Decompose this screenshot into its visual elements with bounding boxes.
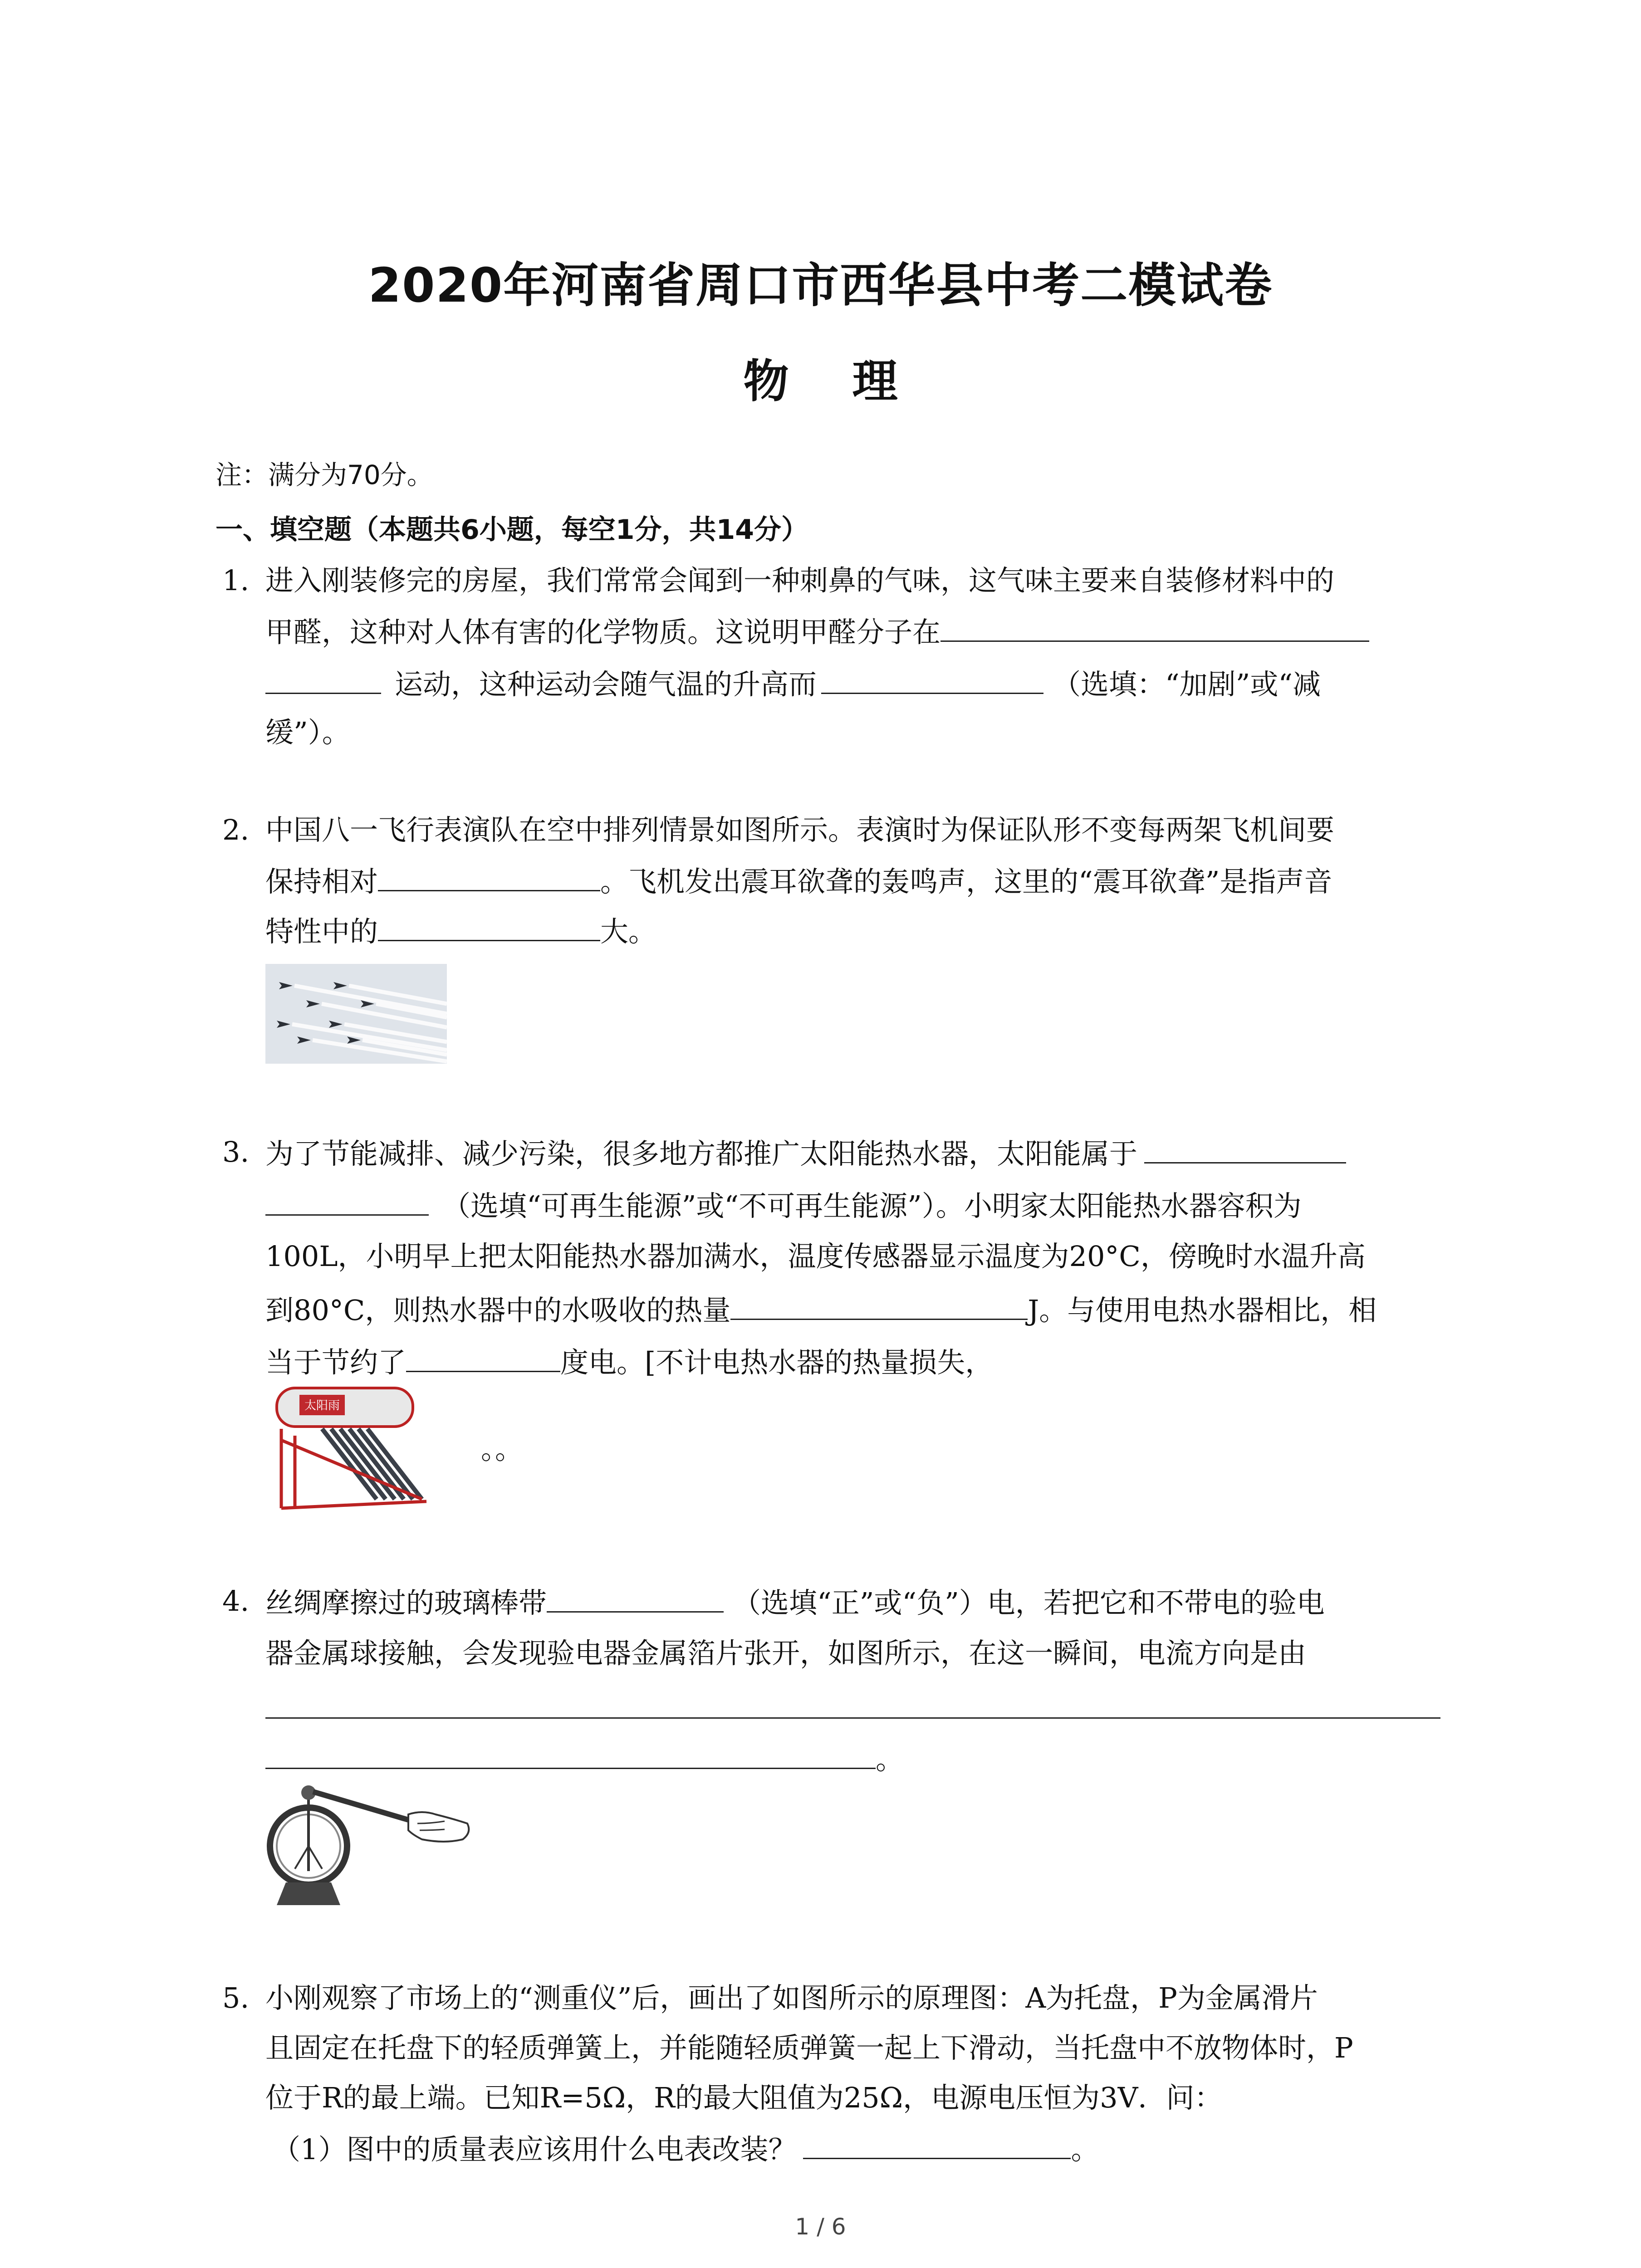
question-text: 进入刚装修完的房屋，我们常常会闻到一种刺鼻的气味，这气味主要来自装修材料中的 bbox=[265, 564, 1335, 597]
sub-question: （1）图中的质量表应该用什么电表改装？ 。 bbox=[272, 2130, 1099, 2168]
question-number: 1. bbox=[222, 564, 250, 597]
solar-water-heater-image bbox=[268, 1386, 449, 1513]
question-text: （选填“可再生能源”或“不可再生能源”）。小明家太阳能热水器容积为 bbox=[265, 1186, 1302, 1224]
question-text: 100L，小明早上把太阳能热水器加满水，温度传感器显示温度为20°C，傍晚时水温升高 bbox=[265, 1240, 1366, 1273]
question-text: 小刚观察了市场上的“测重仪”后，画出了如图所示的原理图：A为托盘，P为金属滑片 bbox=[265, 1981, 1318, 2014]
question-text: 到80°C，则热水器中的水吸收的热量 J。与使用电热水器相比，相 bbox=[265, 1290, 1376, 1329]
question-text: 缓”）。 bbox=[265, 716, 350, 749]
aerobatic-jets-image bbox=[265, 964, 447, 1064]
answer-blank[interactable] bbox=[378, 862, 600, 891]
question-text: 特性中的 大。 bbox=[265, 912, 656, 950]
answer-blank[interactable] bbox=[821, 665, 1043, 694]
answer-blank[interactable] bbox=[730, 1290, 1028, 1320]
subject-title: 物理 bbox=[743, 355, 961, 408]
question-text: 且固定在托盘下的轻质弹簧上，并能随轻质弹簧一起上下滑动，当托盘中不放物体时，P bbox=[265, 2031, 1353, 2064]
question-number: 5. bbox=[222, 1981, 250, 2014]
answer-blank[interactable] bbox=[265, 1717, 1440, 1719]
question-text: 位于R的最上端。已知R=5Ω，R的最大阻值为25Ω，电源电压恒为3V．问： bbox=[265, 2081, 1223, 2114]
question-number: 4. bbox=[222, 1584, 250, 1618]
question-number: 3. bbox=[222, 1135, 250, 1168]
answer-blank[interactable] bbox=[265, 665, 381, 694]
section-heading: 一、填空题（本题共6小题，每空1分，共14分） bbox=[216, 514, 808, 546]
electroscope-image bbox=[263, 1778, 481, 1910]
answer-blank[interactable] bbox=[378, 912, 600, 941]
question-text: 。。 bbox=[481, 1432, 524, 1466]
page-title: 2020年河南省周口市西华县中考二模试卷 bbox=[368, 258, 1273, 313]
answer-blank[interactable] bbox=[265, 1186, 429, 1216]
question-number: 2. bbox=[222, 813, 250, 846]
question-text: 。 bbox=[265, 1740, 904, 1778]
question-text: 保持相对 。飞机发出震耳欲聋的轰鸣声，这里的“震耳欲聋”是指声音 bbox=[265, 862, 1332, 900]
score-note: 注：满分为70分。 bbox=[216, 459, 433, 490]
answer-blank[interactable] bbox=[406, 1343, 560, 1372]
question-text: 为了节能减排、减少污染，很多地方都推广太阳能热水器，太阳能属于 bbox=[265, 1134, 1346, 1172]
question-text: 甲醛，这种对人体有害的化学物质。这说明甲醛分子在 bbox=[265, 612, 1369, 650]
answer-blank[interactable] bbox=[547, 1583, 724, 1613]
answer-blank[interactable] bbox=[1144, 1134, 1346, 1163]
question-text: 器金属球接触，会发现验电器金属箔片张开，如图所示，在这一瞬间，电流方向是由 bbox=[265, 1637, 1307, 1670]
page-number: 1 / 6 bbox=[795, 2214, 846, 2240]
answer-blank[interactable] bbox=[803, 2130, 1071, 2159]
answer-blank[interactable] bbox=[265, 1740, 876, 1769]
question-text: 中国八一飞行表演队在空中排列情景如图所示。表演时为保证队形不变每两架飞机间要 bbox=[265, 813, 1335, 846]
question-text: 丝绸摩擦过的玻璃棒带 （选填“正”或“负”）电，若把它和不带电的验电 bbox=[265, 1583, 1325, 1621]
answer-blank[interactable] bbox=[941, 612, 1369, 642]
question-text: 运动，这种运动会随气温的升高而 （选填：“加剧”或“减 bbox=[265, 665, 1321, 703]
svg-text:太阳雨: 太阳雨 bbox=[304, 1399, 340, 1413]
question-text: 当于节约了 度电。[不计电热水器的热量损失， bbox=[265, 1343, 993, 1381]
